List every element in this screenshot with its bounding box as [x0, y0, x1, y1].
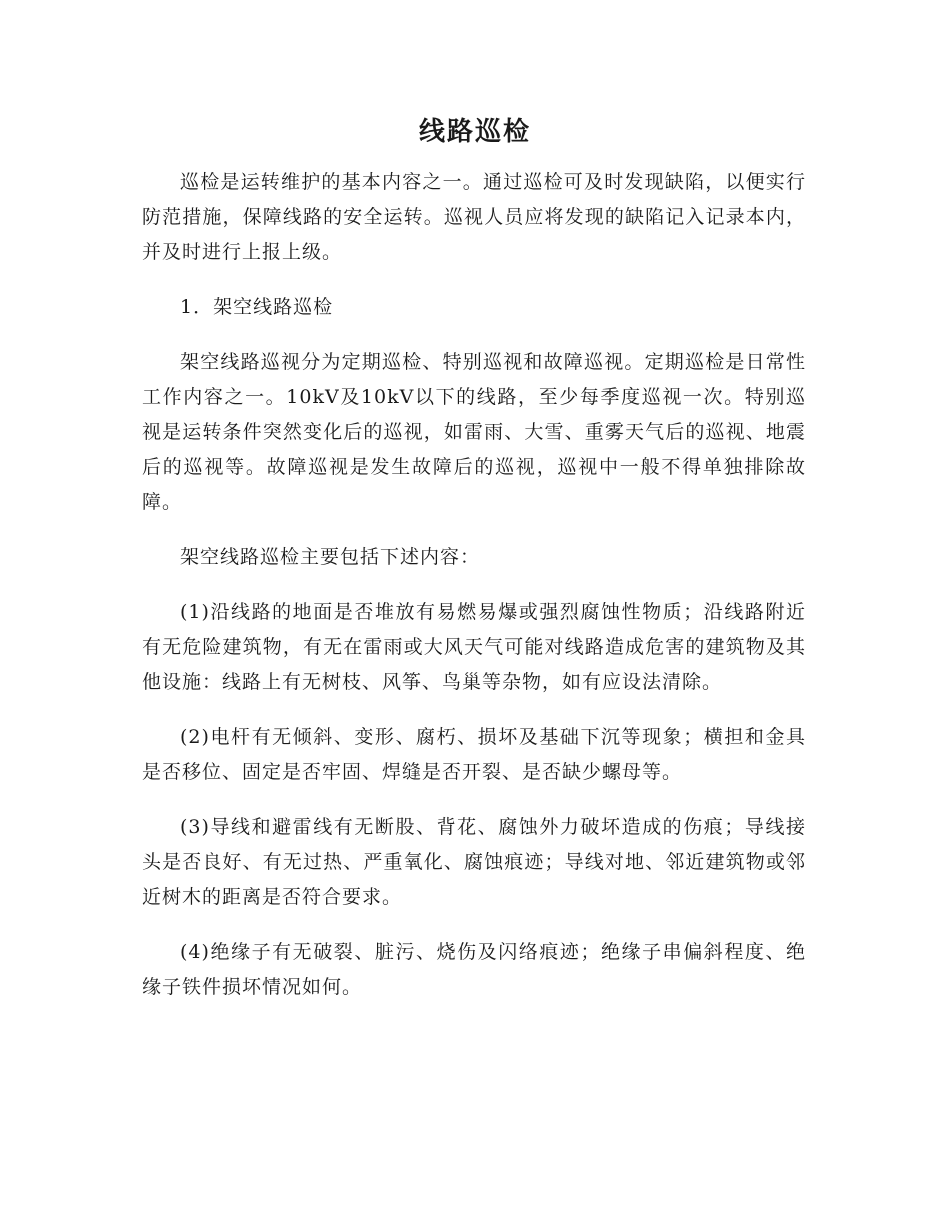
section-heading-overhead-line: 1．架空线路巡检 [180, 296, 334, 318]
paragraph-inspection-contents-intro: 架空线路巡检主要包括下述内容： [180, 546, 481, 568]
paragraph-intro: 巡检是运转维护的基本内容之一。通过巡检可及时发现缺陷，以便实行防范措施，保障线路的安全运转。巡视人员应将发现的缺陷记入记录本内，并及时进行上报上级。 [142, 171, 806, 263]
list-item-2: (2)电杆有无倾斜、变形、腐朽、损坏及基础下沉等现象；横担和金具是否移位、固定是否牢固、焊缝是否开裂、是否缺少螺母等。 [142, 726, 806, 783]
document-title: 线路巡检 [418, 117, 531, 147]
list-item-3: (3)导线和避雷线有无断股、背花、腐蚀外力破坏造成的伤痕；导线接头是否良好、有无过热、严重氧化、腐蚀痕迹；导线对地、邻近建筑物或邻近树木的距离是否符合要求。 [142, 816, 806, 908]
document-body [142, 165, 806, 1025]
paragraph-inspection-types: 架空线路巡视分为定期巡检、特别巡视和故障巡视。定期巡检是日常性工作内容之一。10kV及10kV以下的线路，至少每季度巡视一次。特别巡视是运转条件突然变化后的巡视，如雷雨、大雪、重雾天气后的巡视、地震后的巡视等。故障巡视是发生故障后的巡视，巡视中一般不得单独排除故障。 [142, 351, 806, 513]
list-item-4: (4)绝缘子有无破裂、脏污、烧伤及闪络痕迹；绝缘子串偏斜程度、绝缘子铁件损坏情况如何。 [142, 941, 806, 998]
list-item-1: (1)沿线路的地面是否堆放有易燃易爆或强烈腐蚀性物质；沿线路附近有无危险建筑物，有无在雷雨或大风天气可能对线路造成危害的建筑物及其他设施：线路上有无树枝、风筝、鸟巢等杂物，如有应设法清除。 [142, 601, 806, 693]
